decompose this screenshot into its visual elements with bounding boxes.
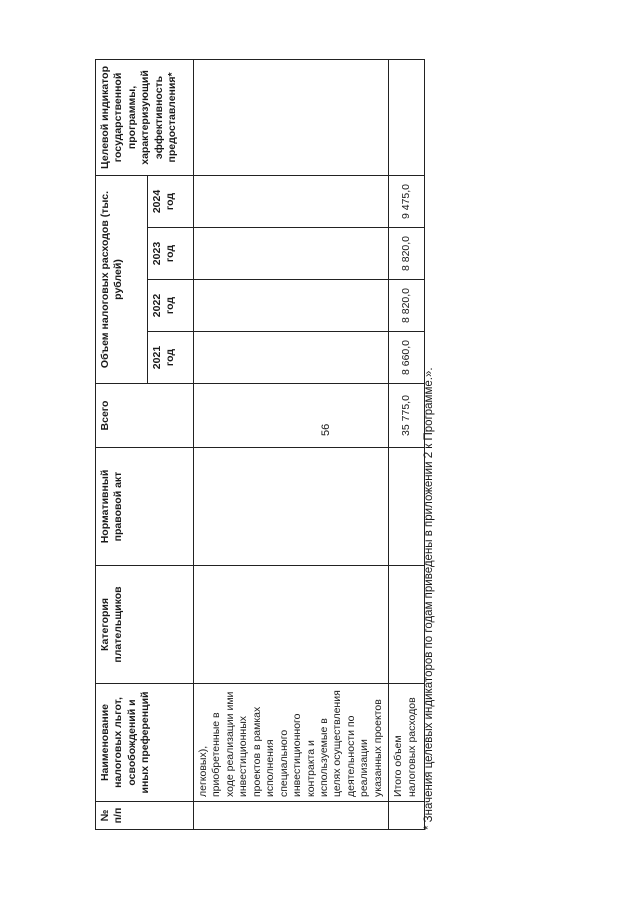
page-number: 56 xyxy=(320,423,332,436)
row1-indicator xyxy=(194,59,389,175)
row1-act xyxy=(194,448,389,566)
col-num-header: № п/п xyxy=(96,802,194,830)
row1-total xyxy=(194,384,389,448)
total-sum: 35 775,0 xyxy=(389,384,425,448)
col-volume-header: Объем налоговых расходов (тыс. рублей) xyxy=(96,175,148,383)
tax-expenditures-table xyxy=(95,59,425,830)
row1-2024 xyxy=(194,175,389,227)
col-2021-header: 2021 год xyxy=(148,332,194,384)
row1-2021 xyxy=(194,332,389,384)
rotated-page-content xyxy=(95,60,435,830)
total-2023: 8 820,0 xyxy=(389,228,425,280)
total-category xyxy=(389,566,425,684)
table-row xyxy=(389,59,425,829)
row1-name: легковых), приобретенные в ходе реализации ими инвестиционных проектов в рамках исполнения специального инвестиционного контракта и используемые в целях осуществления деятельности по реализации указанных проектов xyxy=(194,684,389,802)
col-2023-header: 2023 год xyxy=(148,228,194,280)
total-2022: 8 820,0 xyxy=(389,280,425,332)
col-2022-header: 2022 год xyxy=(148,280,194,332)
total-2024: 9 475,0 xyxy=(389,175,425,227)
col-2024-header: 2024 год xyxy=(148,175,194,227)
total-2021: 8 660,0 xyxy=(389,332,425,384)
col-total-header: Всего xyxy=(96,384,194,448)
total-act xyxy=(389,448,425,566)
footnote: * Значения целевых индикаторов по годам приведены в приложении 2 к Программе.». xyxy=(423,367,435,830)
col-category-header: Категория плательщиков xyxy=(96,566,194,684)
col-indicator-header: Целевой индикатор государственной программы, характеризующий эффективность предоставления* xyxy=(96,59,194,175)
table-row xyxy=(194,59,389,829)
total-indicator xyxy=(389,59,425,175)
row1-2023 xyxy=(194,228,389,280)
row1-category xyxy=(194,566,389,684)
row1-num xyxy=(194,802,389,830)
col-act-header: Нормативный правовой акт xyxy=(96,448,194,566)
total-num xyxy=(389,802,425,830)
col-name-header: Наименование налоговых льгот, освобождений и иных преференций xyxy=(96,684,194,802)
total-name: Итого объем налоговых расходов xyxy=(389,684,425,802)
row1-2022 xyxy=(194,280,389,332)
header-row-1 xyxy=(96,59,148,829)
